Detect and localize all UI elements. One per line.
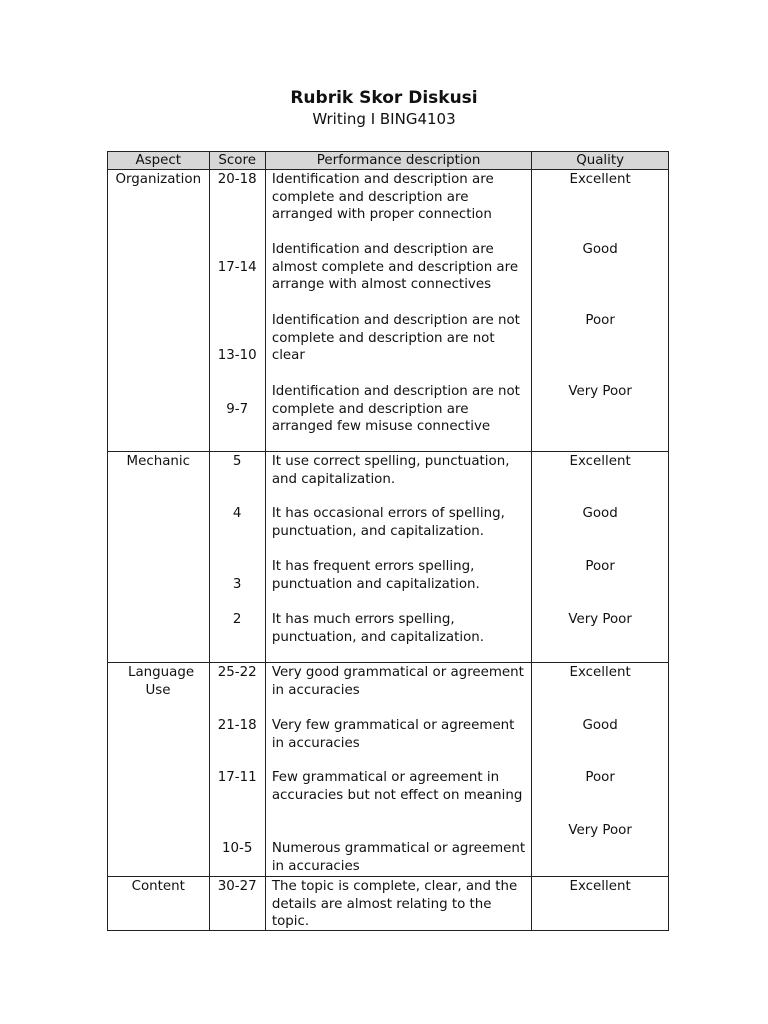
description-cell <box>265 663 531 877</box>
table-row-mechanic <box>108 452 669 663</box>
quality-value: Excellent <box>569 665 631 680</box>
quality-value: Very Poor <box>568 612 632 627</box>
score-value: 17-11 <box>217 770 257 785</box>
score-value: 17-14 <box>217 260 257 275</box>
quality-cell <box>532 663 669 877</box>
aspect-cell <box>108 663 210 877</box>
column-header-quality: Quality <box>532 152 669 170</box>
description-text: Very good grammatical or agreement in accuracies <box>271 665 524 698</box>
table-header-row <box>108 152 669 170</box>
aspect-label: Mechanic <box>126 454 190 469</box>
score-value: 10-5 <box>221 841 253 856</box>
quality-cell <box>532 170 669 452</box>
quality-value: Very Poor <box>568 823 632 838</box>
score-value: 3 <box>232 577 242 592</box>
quality-value: Poor <box>585 770 615 785</box>
score-value: 30-27 <box>217 879 257 894</box>
score-value: 20-18 <box>217 172 257 187</box>
description-cell <box>265 877 531 931</box>
description-text: Few grammatical or agreement in accuracies but not effect on meaning <box>271 770 523 803</box>
quality-value: Poor <box>585 313 615 328</box>
score-value: 25-22 <box>217 665 257 680</box>
column-header-description: Performance description <box>265 152 531 170</box>
quality-cell <box>532 877 669 931</box>
description-text: It has occasional errors of spelling, punctuation, and capitalization. <box>271 506 505 539</box>
table-row-content <box>108 877 669 931</box>
quality-cell <box>532 452 669 663</box>
quality-value: Poor <box>585 559 615 574</box>
aspect-cell <box>108 877 210 931</box>
description-text: Identification and description are not complete and description are arranged few misuse connective <box>271 384 520 435</box>
aspect-label: Language Use <box>128 665 195 698</box>
table-row-organization <box>108 170 669 452</box>
column-header-score: Score <box>209 152 265 170</box>
quality-value: Good <box>582 506 618 521</box>
aspect-cell <box>108 452 210 663</box>
table-row-language-use <box>108 663 669 877</box>
aspect-label: Organization <box>115 172 202 187</box>
quality-value: Excellent <box>569 879 631 894</box>
description-text: Very few grammatical or agreement in accuracies <box>271 718 515 751</box>
quality-value: Excellent <box>569 172 631 187</box>
description-text: Identification and description are not complete and description are not clear <box>271 313 520 364</box>
column-header-aspect: Aspect <box>108 152 210 170</box>
aspect-label: Content <box>131 879 185 894</box>
description-text: Identification and description are almost complete and description are arrange with almost connectives <box>271 242 519 293</box>
score-value: 21-18 <box>217 718 257 733</box>
score-value: 5 <box>232 454 242 469</box>
quality-value: Very Poor <box>568 384 632 399</box>
score-value: 13-10 <box>217 348 257 363</box>
aspect-cell <box>108 170 210 452</box>
description-text: It use correct spelling, punctuation, and capitalization. <box>271 454 510 487</box>
page-title: Rubrik Skor Diskusi <box>290 88 478 108</box>
score-cell <box>209 452 265 663</box>
rubric-table <box>107 151 669 931</box>
quality-value: Excellent <box>569 454 631 469</box>
description-cell <box>265 170 531 452</box>
description-text: It has much errors spelling, punctuation, and capitalization. <box>271 612 485 645</box>
score-cell <box>209 663 265 877</box>
quality-value: Good <box>582 718 618 733</box>
description-text: Numerous grammatical or agreement in accuracies <box>271 841 526 874</box>
score-cell <box>209 877 265 931</box>
page-subtitle: Writing I BING4103 <box>312 110 456 128</box>
description-text: The topic is complete, clear, and the details are almost relating to the topic. <box>271 879 518 930</box>
description-cell <box>265 452 531 663</box>
score-value: 2 <box>232 612 242 627</box>
quality-value: Good <box>582 242 618 257</box>
description-text: It has frequent errors spelling, punctuation and capitalization. <box>271 559 480 592</box>
score-value: 4 <box>232 506 242 521</box>
score-value: 9-7 <box>226 402 249 417</box>
score-cell <box>209 170 265 452</box>
description-text: Identification and description are complete and description are arranged with proper connection <box>271 172 494 223</box>
